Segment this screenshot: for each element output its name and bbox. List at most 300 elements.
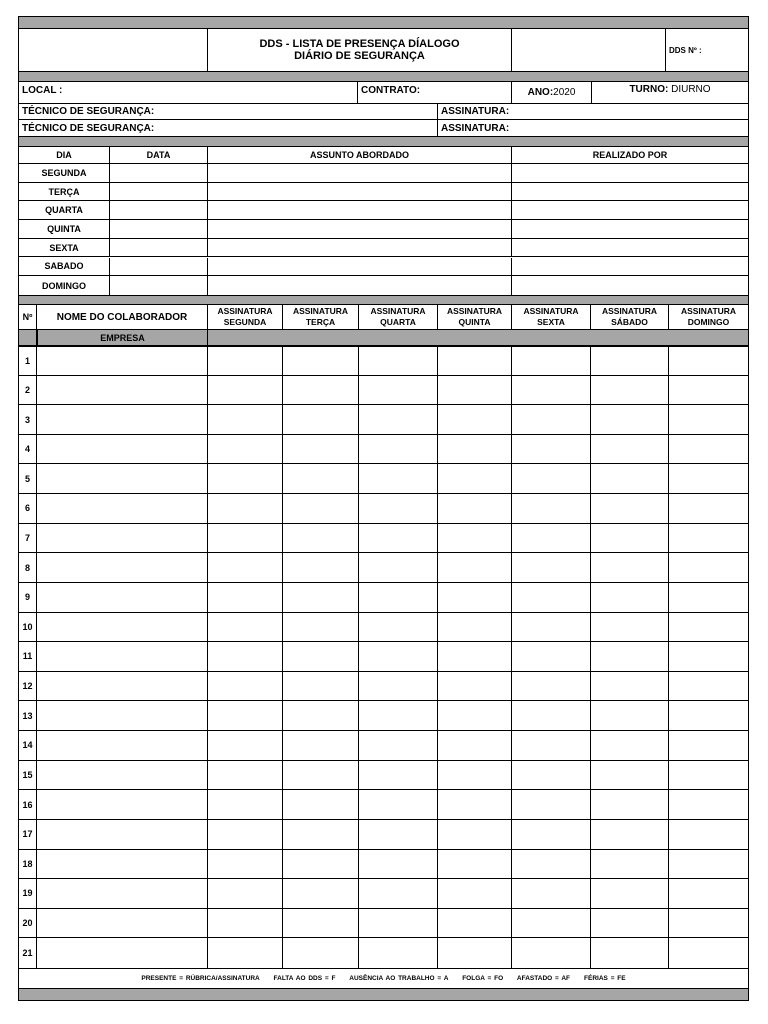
performed-by-cell[interactable]: [512, 164, 748, 182]
signature-cell[interactable]: [512, 553, 591, 582]
signature-cell[interactable]: [591, 701, 669, 730]
signature-cell[interactable]: [591, 376, 669, 405]
page-title: DDS - LISTA DE PRESENÇA DÍALOGO DIÁRIO DE SEGURANÇA: [259, 38, 460, 62]
signature-cell[interactable]: [512, 938, 591, 968]
table-row: [19, 524, 748, 554]
signature-cell[interactable]: [208, 790, 283, 819]
date-cell[interactable]: [110, 201, 208, 219]
signature-cell[interactable]: [512, 761, 591, 790]
name-cell[interactable]: [37, 553, 208, 582]
signature-cell[interactable]: [512, 583, 591, 612]
performed-by-cell[interactable]: [512, 220, 748, 238]
col-assinatura-1: ASSINATURA TERÇA: [283, 305, 359, 329]
name-cell[interactable]: [37, 642, 208, 671]
row-number: 4: [19, 435, 37, 464]
signature-cell[interactable]: [438, 553, 512, 582]
signature-cell[interactable]: [438, 879, 512, 908]
dds-number-label: DDS Nº :: [669, 45, 702, 55]
signature-cell[interactable]: [283, 642, 359, 671]
table-row: [19, 583, 748, 613]
signature-cell[interactable]: [669, 879, 748, 908]
tecnico-row-2: [19, 120, 748, 136]
performed-by-cell[interactable]: [512, 183, 748, 201]
table-row: [19, 494, 748, 524]
col-nome: NOME DO COLABORADOR: [37, 305, 208, 329]
signature-cell[interactable]: [512, 435, 591, 464]
signature-cell[interactable]: [438, 761, 512, 790]
signature-cell[interactable]: [591, 613, 669, 642]
schedule-row: [19, 220, 748, 239]
name-cell[interactable]: [37, 613, 208, 642]
signature-cell[interactable]: [438, 613, 512, 642]
turno-value: DIURNO: [671, 84, 711, 95]
separator-bar: [19, 295, 748, 305]
signature-cell[interactable]: [359, 642, 438, 671]
signature-cell[interactable]: [591, 909, 669, 938]
signature-cell[interactable]: [669, 553, 748, 582]
row-number: 14: [19, 731, 37, 760]
day-cell: [19, 258, 110, 276]
signature-cell[interactable]: [283, 701, 359, 730]
top-bar: [19, 17, 748, 29]
signature-cell[interactable]: [591, 672, 669, 701]
signature-cell[interactable]: [669, 376, 748, 405]
day-cell: [19, 183, 110, 201]
col-assinatura-2: ASSINATURA QUARTA: [359, 305, 438, 329]
signature-cell[interactable]: [283, 909, 359, 938]
signature-cell[interactable]: [359, 553, 438, 582]
signature-cell[interactable]: [208, 820, 283, 849]
subject-cell[interactable]: [208, 183, 512, 201]
bottom-bar: [19, 988, 748, 1000]
schedule-row: [19, 239, 748, 258]
subject-cell[interactable]: [208, 220, 512, 238]
name-cell[interactable]: [37, 731, 208, 760]
name-cell[interactable]: [37, 761, 208, 790]
signature-cell[interactable]: [438, 347, 512, 375]
signature-cell[interactable]: [669, 790, 748, 819]
signature-cell[interactable]: [669, 642, 748, 671]
date-cell[interactable]: [110, 220, 208, 238]
name-cell[interactable]: [37, 850, 208, 879]
signature-cell[interactable]: [208, 347, 283, 375]
row-number: 1: [19, 347, 37, 375]
col-assinatura-6: ASSINATURA DOMINGO: [680, 306, 737, 327]
row-number: 13: [19, 701, 37, 730]
signature-cell[interactable]: [208, 850, 283, 879]
row-number: 19: [19, 879, 37, 908]
signature-cell[interactable]: [359, 435, 438, 464]
col-assinatura-3: ASSINATURA QUINTA: [438, 305, 512, 329]
signature-cell[interactable]: [591, 464, 669, 493]
signature-cell[interactable]: [283, 613, 359, 642]
row-number: 10: [19, 613, 37, 642]
subject-cell[interactable]: [208, 239, 512, 257]
day-label: SEXTA: [49, 242, 79, 253]
signature-cell[interactable]: [669, 672, 748, 701]
subject-cell[interactable]: [208, 276, 512, 295]
signature-cell[interactable]: [438, 731, 512, 760]
empresa-label: EMPRESA: [100, 332, 145, 343]
table-row: [19, 790, 748, 820]
signature-cell[interactable]: [208, 761, 283, 790]
signature-cell[interactable]: [359, 761, 438, 790]
name-cell[interactable]: [37, 790, 208, 819]
name-cell[interactable]: [37, 405, 208, 434]
performed-by-cell[interactable]: [512, 258, 748, 276]
signature-cell[interactable]: [359, 701, 438, 730]
signature-cell[interactable]: [208, 731, 283, 760]
date-cell[interactable]: [110, 239, 208, 257]
day-cell: [19, 164, 110, 182]
assinatura-cell: [438, 104, 748, 119]
signature-cell[interactable]: [438, 376, 512, 405]
signature-cell[interactable]: [438, 583, 512, 612]
empresa-bar: [19, 330, 748, 346]
signature-cell[interactable]: [208, 524, 283, 553]
signature-cell[interactable]: [283, 938, 359, 968]
signature-cell[interactable]: [669, 938, 748, 968]
local-cell: [19, 82, 358, 103]
day-label: SABADO: [44, 261, 84, 272]
signature-cell[interactable]: [512, 879, 591, 908]
row-number: 16: [19, 790, 37, 819]
name-cell[interactable]: [37, 464, 208, 493]
signature-cell[interactable]: [591, 583, 669, 612]
tecnico-label: TÉCNICO DE SEGURANÇA:: [22, 106, 155, 117]
signature-cell[interactable]: [512, 347, 591, 375]
tecnico-cell: [19, 120, 438, 136]
signature-cell[interactable]: [438, 464, 512, 493]
table-row: [19, 553, 748, 583]
signature-cell[interactable]: [512, 494, 591, 523]
signature-cell[interactable]: [669, 524, 748, 553]
date-cell[interactable]: [110, 183, 208, 201]
signature-cell[interactable]: [591, 524, 669, 553]
signature-cell[interactable]: [512, 376, 591, 405]
name-cell[interactable]: [37, 583, 208, 612]
table-row: [19, 435, 748, 465]
signature-cell[interactable]: [512, 613, 591, 642]
row-number: 18: [19, 850, 37, 879]
legend-row: [19, 968, 748, 988]
empresa-cell: [37, 330, 208, 345]
signature-cell[interactable]: [208, 879, 283, 908]
table-row: [19, 405, 748, 435]
signature-cell[interactable]: [283, 494, 359, 523]
row-number: 11: [19, 642, 37, 671]
signature-cell[interactable]: [438, 642, 512, 671]
schedule-row: [19, 183, 748, 202]
signature-cell[interactable]: [359, 672, 438, 701]
signature-cell[interactable]: [283, 583, 359, 612]
signature-cell[interactable]: [438, 494, 512, 523]
row-number: 6: [19, 494, 37, 523]
signature-cell[interactable]: [669, 820, 748, 849]
signature-cell[interactable]: [669, 850, 748, 879]
schedule-header: [19, 147, 748, 164]
signature-cell[interactable]: [359, 347, 438, 375]
signature-cell[interactable]: [359, 938, 438, 968]
signature-cell[interactable]: [591, 850, 669, 879]
name-cell[interactable]: [37, 820, 208, 849]
row-number: 21: [19, 938, 37, 968]
signature-cell[interactable]: [359, 376, 438, 405]
signature-cell[interactable]: [669, 613, 748, 642]
signature-cell[interactable]: [283, 435, 359, 464]
col-data: DATA: [110, 147, 208, 163]
col-dia: DIA: [19, 147, 110, 163]
table-row: [19, 909, 748, 939]
performed-by-cell[interactable]: [512, 276, 748, 295]
signature-cell[interactable]: [591, 494, 669, 523]
table-row: [19, 731, 748, 761]
table-row: [19, 672, 748, 702]
signature-cell[interactable]: [591, 938, 669, 968]
signature-cell[interactable]: [208, 553, 283, 582]
signature-cell[interactable]: [669, 405, 748, 434]
signature-cell[interactable]: [669, 583, 748, 612]
contrato-label: CONTRATO:: [361, 85, 421, 96]
date-cell[interactable]: [110, 164, 208, 182]
signature-cell[interactable]: [208, 672, 283, 701]
subject-cell[interactable]: [208, 258, 512, 276]
day-cell: [19, 220, 110, 238]
signature-cell[interactable]: [283, 731, 359, 760]
blank-cell: [512, 29, 666, 71]
subject-cell[interactable]: [208, 201, 512, 219]
signature-cell[interactable]: [208, 464, 283, 493]
signature-cell[interactable]: [438, 850, 512, 879]
table-row: [19, 701, 748, 731]
signature-cell[interactable]: [669, 909, 748, 938]
contrato-cell: [358, 82, 512, 103]
signature-cell[interactable]: [283, 405, 359, 434]
signature-cell[interactable]: [669, 701, 748, 730]
signature-cell[interactable]: [283, 524, 359, 553]
row-number: 9: [19, 583, 37, 612]
signature-cell[interactable]: [591, 642, 669, 671]
dds-number-cell: [666, 29, 748, 71]
day-cell: [19, 239, 110, 257]
day-cell: [19, 201, 110, 219]
signature-cell[interactable]: [438, 524, 512, 553]
signature-cell[interactable]: [208, 909, 283, 938]
col-realizado: REALIZADO POR: [592, 150, 668, 160]
name-cell[interactable]: [37, 494, 208, 523]
table-row: [19, 346, 748, 376]
signature-cell[interactable]: [591, 761, 669, 790]
signature-cell[interactable]: [669, 494, 748, 523]
name-cell[interactable]: [37, 938, 208, 968]
table-row: [19, 376, 748, 406]
signature-cell[interactable]: [438, 820, 512, 849]
name-cell[interactable]: [37, 879, 208, 908]
signature-cell[interactable]: [359, 613, 438, 642]
turno-label: TURNO:: [629, 84, 669, 95]
signature-cell[interactable]: [359, 405, 438, 434]
signature-cell[interactable]: [359, 731, 438, 760]
performed-by-cell[interactable]: [512, 201, 748, 219]
row-number: 12: [19, 672, 37, 701]
local-row: [19, 82, 748, 104]
signature-cell[interactable]: [283, 820, 359, 849]
signature-cell[interactable]: [669, 761, 748, 790]
performed-by-cell[interactable]: [512, 239, 748, 257]
attendance-header: [19, 305, 748, 330]
signature-cell[interactable]: [512, 790, 591, 819]
day-label: QUARTA: [45, 205, 83, 216]
signature-cell[interactable]: [591, 731, 669, 760]
day-label: SEGUNDA: [41, 167, 87, 178]
row-number: 20: [19, 909, 37, 938]
signature-cell[interactable]: [512, 405, 591, 434]
signature-cell[interactable]: [283, 553, 359, 582]
signature-cell[interactable]: [512, 642, 591, 671]
signature-cell[interactable]: [591, 435, 669, 464]
signature-cell[interactable]: [359, 879, 438, 908]
col-assunto: ASSUNTO ABORDADO: [208, 147, 512, 163]
signature-cell[interactable]: [208, 938, 283, 968]
signature-cell[interactable]: [512, 909, 591, 938]
signature-cell[interactable]: [669, 464, 748, 493]
signature-cell[interactable]: [512, 850, 591, 879]
date-cell[interactable]: [110, 258, 208, 276]
row-number: 15: [19, 761, 37, 790]
signature-cell[interactable]: [208, 613, 283, 642]
signature-cell[interactable]: [359, 494, 438, 523]
table-row: [19, 850, 748, 880]
name-cell[interactable]: [37, 376, 208, 405]
signature-cell[interactable]: [512, 820, 591, 849]
signature-cell[interactable]: [438, 405, 512, 434]
signature-cell[interactable]: [208, 376, 283, 405]
signature-cell[interactable]: [208, 435, 283, 464]
signature-cell[interactable]: [208, 494, 283, 523]
name-cell[interactable]: [37, 672, 208, 701]
signature-cell[interactable]: [438, 909, 512, 938]
signature-cell[interactable]: [512, 464, 591, 493]
subject-cell[interactable]: [208, 164, 512, 182]
signature-cell[interactable]: [591, 790, 669, 819]
table-row: [19, 642, 748, 672]
name-cell[interactable]: [37, 435, 208, 464]
name-cell[interactable]: [37, 701, 208, 730]
name-cell[interactable]: [37, 524, 208, 553]
signature-cell[interactable]: [669, 731, 748, 760]
signature-cell[interactable]: [591, 347, 669, 375]
signature-cell[interactable]: [591, 553, 669, 582]
schedule-row: [19, 258, 748, 277]
signature-cell[interactable]: [283, 464, 359, 493]
assinatura-label: ASSINATURA:: [441, 106, 510, 117]
day-label: DOMINGO: [42, 280, 86, 291]
signature-cell[interactable]: [359, 790, 438, 819]
signature-cell[interactable]: [591, 879, 669, 908]
signature-cell[interactable]: [283, 879, 359, 908]
row-number: 8: [19, 553, 37, 582]
name-cell[interactable]: [37, 909, 208, 938]
table-row: [19, 761, 748, 791]
signature-cell[interactable]: [283, 790, 359, 819]
schedule-row: [19, 201, 748, 220]
signature-cell[interactable]: [591, 405, 669, 434]
signature-cell[interactable]: [512, 524, 591, 553]
separator-bar: [19, 136, 748, 147]
col-assinatura-4: ASSINATURA SEXTA: [512, 305, 591, 329]
signature-cell[interactable]: [359, 524, 438, 553]
signature-cell[interactable]: [359, 850, 438, 879]
signature-cell[interactable]: [591, 820, 669, 849]
title-row: [19, 29, 748, 71]
signature-cell[interactable]: [669, 435, 748, 464]
tecnico-cell: [19, 104, 438, 119]
date-cell[interactable]: [110, 276, 208, 295]
signature-cell[interactable]: [283, 761, 359, 790]
row-number: 5: [19, 464, 37, 493]
signature-cell[interactable]: [359, 583, 438, 612]
attendance-sheet: [18, 16, 749, 1001]
signature-cell[interactable]: [359, 464, 438, 493]
assinatura-label: ASSINATURA:: [441, 122, 510, 134]
table-row: [19, 938, 748, 968]
logo-cell: [19, 29, 208, 71]
col-assinatura-5: ASSINATURA SÁBADO: [591, 305, 669, 329]
table-row: [19, 464, 748, 494]
day-label: TERÇA: [48, 186, 80, 197]
signature-cell[interactable]: [283, 672, 359, 701]
signature-cell[interactable]: [359, 909, 438, 938]
table-row: [19, 820, 748, 850]
col-numero: Nº: [19, 305, 37, 329]
row-number: 3: [19, 405, 37, 434]
signature-cell[interactable]: [669, 347, 748, 375]
local-label: LOCAL :: [22, 85, 63, 96]
signature-cell[interactable]: [208, 701, 283, 730]
signature-cell[interactable]: [438, 672, 512, 701]
col-assinatura-0: ASSINATURA SEGUNDA: [208, 305, 283, 329]
row-number: 7: [19, 524, 37, 553]
signature-cell[interactable]: [438, 938, 512, 968]
table-row: [19, 879, 748, 909]
row-number: 2: [19, 376, 37, 405]
signature-cell[interactable]: [438, 701, 512, 730]
signature-cell[interactable]: [512, 672, 591, 701]
signature-cell[interactable]: [283, 376, 359, 405]
signature-cell[interactable]: [208, 405, 283, 434]
day-cell: [19, 276, 110, 295]
schedule-row: [19, 276, 748, 295]
signature-cell[interactable]: [283, 850, 359, 879]
schedule-row: [19, 164, 748, 183]
signature-cell[interactable]: [208, 583, 283, 612]
signature-cell[interactable]: [438, 435, 512, 464]
tecnico-label: TÉCNICO DE SEGURANÇA:: [22, 122, 155, 134]
assinatura-cell: [438, 120, 748, 136]
row-number: 17: [19, 820, 37, 849]
signature-cell[interactable]: [438, 790, 512, 819]
signature-cell[interactable]: [512, 701, 591, 730]
day-label: QUINTA: [47, 223, 81, 234]
legend-text: PRESENTE = RÚBRICA/ASSINATURA FALTA AO DDS = F AUSÊNCIA AO TRABALHO = A FOLGA = FO AFASTADO = AF FÉRIAS = FE: [141, 975, 626, 982]
signature-cell[interactable]: [283, 347, 359, 375]
table-row: [19, 613, 748, 643]
signature-cell[interactable]: [512, 731, 591, 760]
signature-cell[interactable]: [359, 820, 438, 849]
signature-cell[interactable]: [208, 642, 283, 671]
name-cell[interactable]: [37, 347, 208, 375]
ano-label: ANO:: [527, 87, 554, 98]
